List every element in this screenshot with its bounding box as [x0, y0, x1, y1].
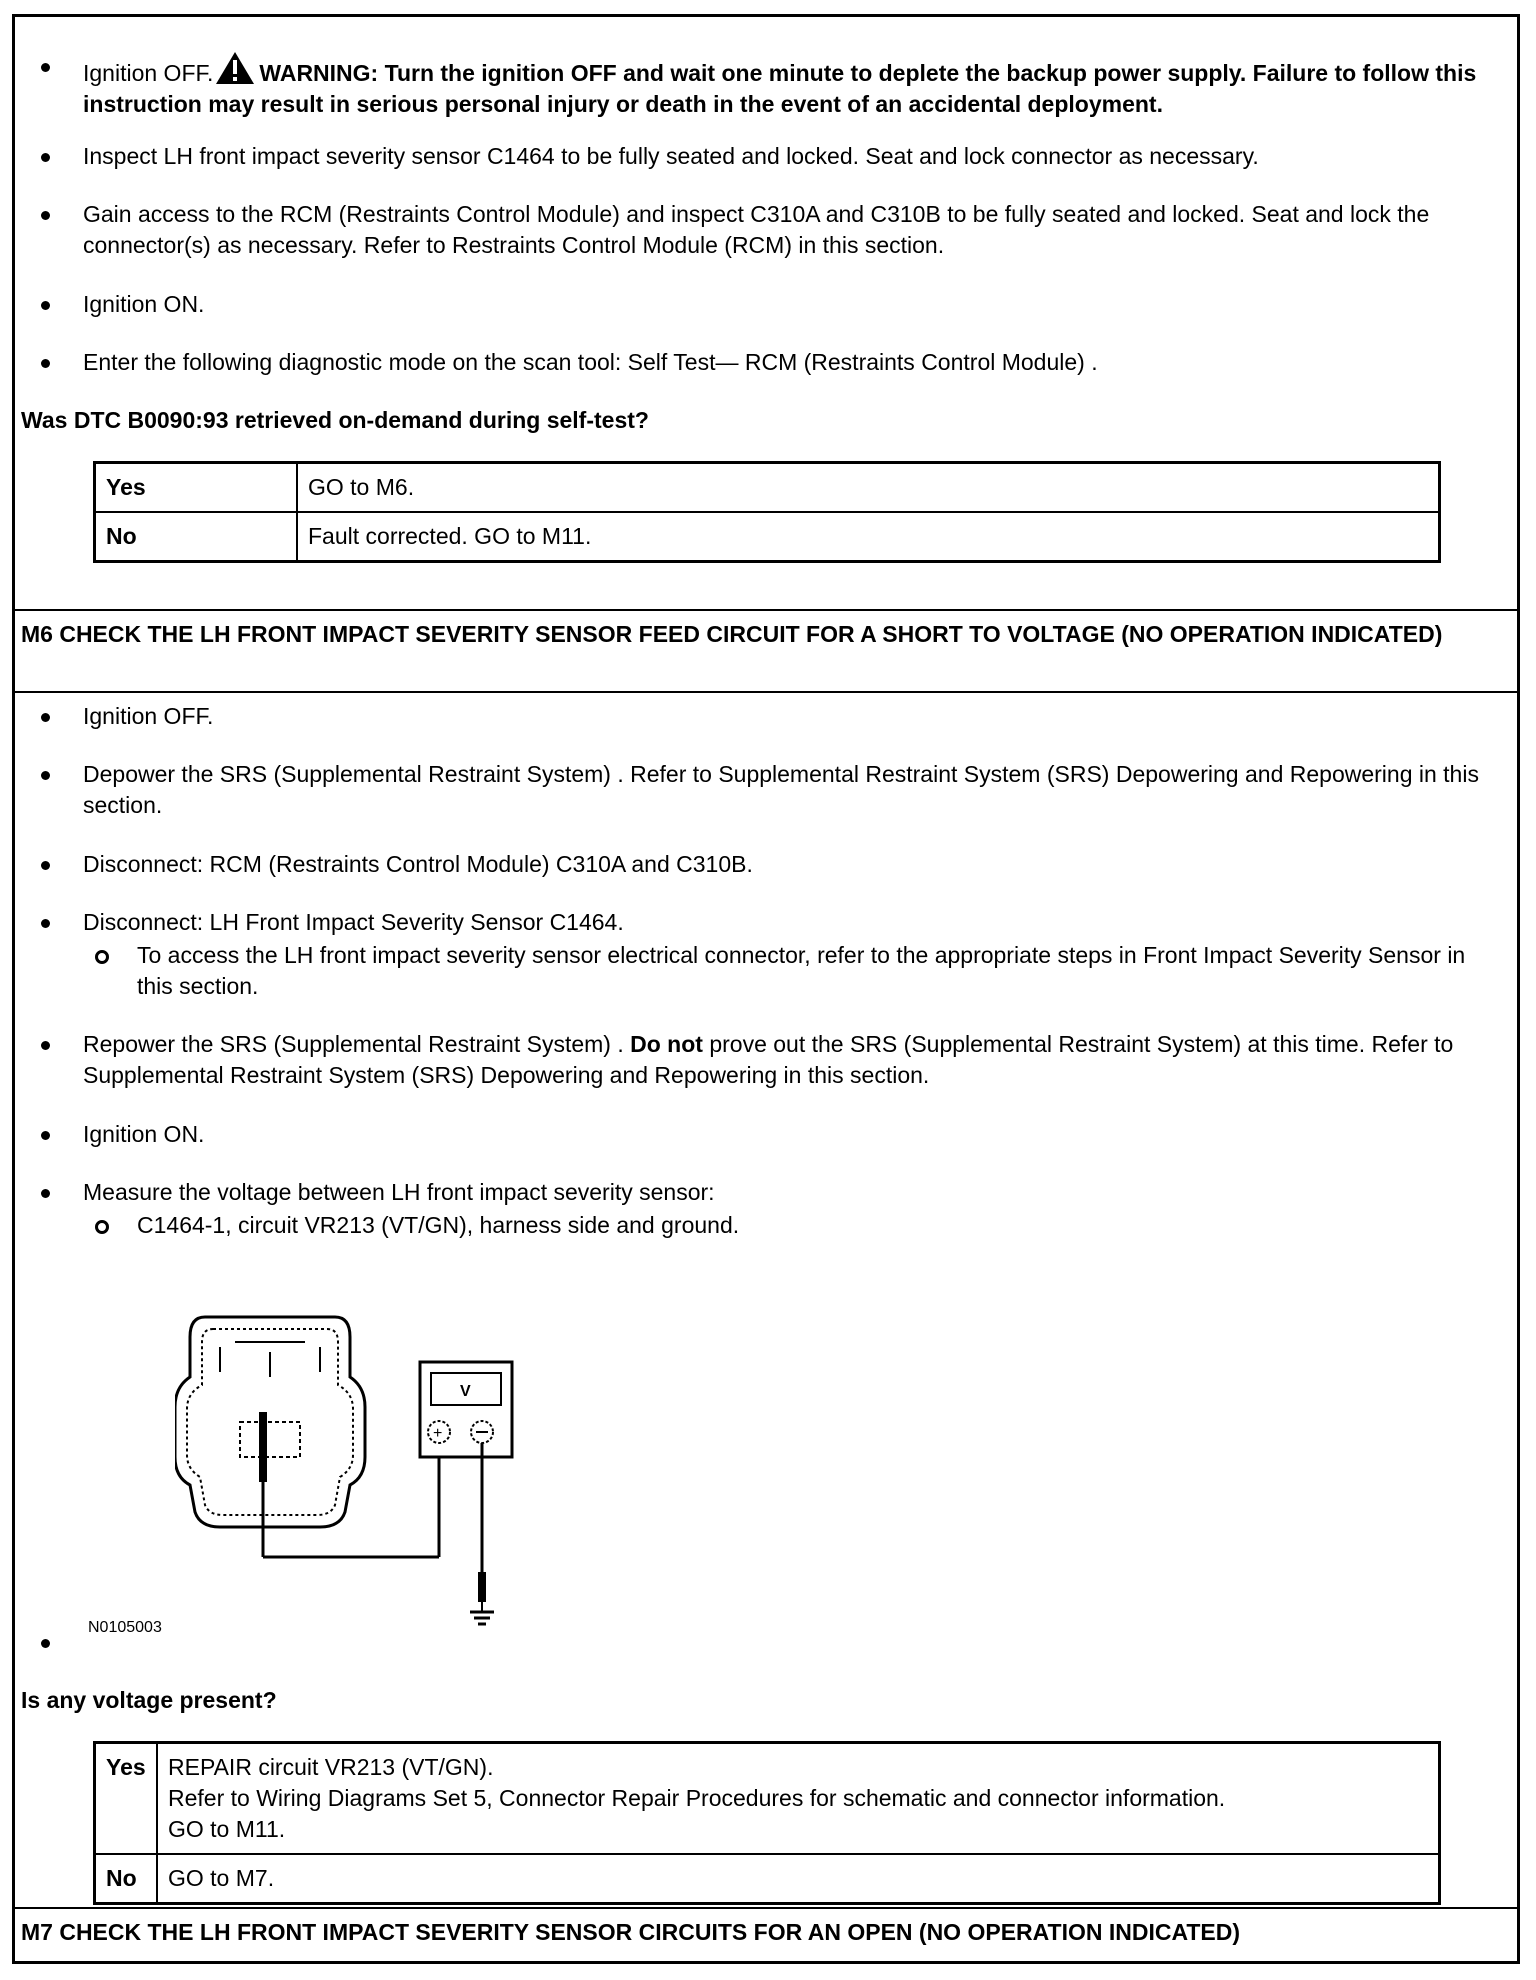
table-row [95, 1743, 1440, 1855]
answer-table-m6 [93, 1741, 1441, 1905]
answer-table-m5 [93, 461, 1441, 563]
bullet-icon [41, 1639, 50, 1648]
section-heading-m7: M7 CHECK THE LH FRONT IMPACT SEVERITY SENSOR CIRCUITS FOR AN OPEN (NO OPERATION INDICATED) [21, 1919, 1241, 1945]
bullet-icon [41, 359, 50, 368]
bullet-icon [41, 919, 50, 928]
substep-text: To access the LH front impact severity sensor electrical connector, refer to the appropriate steps in Front Impact Severity Sensor in this section. [137, 942, 1466, 999]
sub-bullet-icon [95, 950, 109, 964]
answer-text: GO to M6. [297, 463, 1440, 513]
warning-text: WARNING: Turn the ignition OFF and wait one minute to deplete the backup power supply. Failure to follow this instruction may result in serious personal injury or death in the event of an accidental deployment. [83, 60, 1477, 117]
table-row [95, 512, 1440, 562]
voltage-measurement-diagram [175, 1307, 555, 1637]
answer-label: No [95, 512, 298, 562]
warning-triangle-icon [215, 51, 255, 85]
section-divider [15, 1907, 1517, 1909]
step-text: Ignition OFF. [83, 60, 214, 86]
answer-text: REPAIR circuit VR213 (VT/GN). Refer to Wiring Diagrams Set 5, Connector Repair Procedures for schematic and connector information. GO to M11. [157, 1743, 1440, 1855]
bullet-icon [41, 771, 50, 780]
question-dtc-retrieved: Was DTC B0090:93 retrieved on-demand during self-test? [21, 407, 649, 433]
answer-label: Yes [95, 463, 298, 513]
step-text: Ignition ON. [83, 291, 205, 317]
table-row [95, 1854, 1440, 1904]
step-text: Measure the voltage between LH front impact severity sensor: [83, 1179, 715, 1205]
step-text: Disconnect: LH Front Impact Severity Sensor C1464. [83, 909, 624, 935]
svg-text:+: + [433, 1425, 443, 1442]
step-text: Enter the following diagnostic mode on the scan tool: Self Test— RCM (Restraints Control Module) . [83, 349, 1098, 375]
step-text: Ignition ON. [83, 1121, 205, 1147]
test-probe [259, 1412, 267, 1482]
step-text: Inspect LH front impact severity sensor C1464 to be fully seated and locked. Seat and lock connector as necessary. [83, 143, 1259, 169]
bullet-icon [41, 1189, 50, 1198]
step-text: Depower the SRS (Supplemental Restraint System) . Refer to Supplemental Restraint System (SRS) Depowering and Repowering in this section. [83, 761, 1479, 818]
answer-text: Fault corrected. GO to M11. [297, 512, 1440, 562]
bullet-icon [41, 63, 50, 72]
meter-label: V [460, 1383, 471, 1400]
answer-label: Yes [95, 1743, 158, 1855]
step-text: Disconnect: RCM (Restraints Control Module) C310A and C310B. [83, 851, 753, 877]
answer-label: No [95, 1854, 158, 1904]
step-text: Repower the SRS (Supplemental Restraint System) . Do not prove out the SRS (Supplemental Restraint System) at this time. Refer to Supplemental Restraint System (SRS) Depowering and Repowering in this section. [83, 1031, 1454, 1088]
bullet-icon [41, 1131, 50, 1140]
figure-code: N0105003 [88, 1619, 162, 1636]
question-voltage-present: Is any voltage present? [21, 1687, 277, 1713]
step-text: Gain access to the RCM (Restraints Control Module) and inspect C310A and C310B to be fully seated and locked. Seat and lock the connector(s) as necessary. Refer to Restraints Control Module (RCM) in this section. [83, 201, 1430, 258]
answer-text: GO to M7. [157, 1854, 1440, 1904]
bullet-icon [41, 713, 50, 722]
document-page [12, 14, 1520, 1964]
section-heading-m6: M6 CHECK THE LH FRONT IMPACT SEVERITY SENSOR FEED CIRCUIT FOR A SHORT TO VOLTAGE (NO OPERATION INDICATED) [21, 621, 1443, 647]
bullet-icon [41, 1041, 50, 1050]
section-divider [15, 691, 1517, 693]
table-row [95, 463, 1440, 513]
bullet-icon [41, 301, 50, 310]
emphasis-text: Do not [630, 1031, 703, 1057]
step-text: Ignition OFF. [83, 703, 214, 729]
section-divider [15, 609, 1517, 611]
sub-bullet-icon [95, 1220, 109, 1234]
substep-text: C1464-1, circuit VR213 (VT/GN), harness side and ground. [137, 1212, 740, 1238]
bullet-icon [41, 153, 50, 162]
bullet-icon [41, 861, 50, 870]
bullet-icon [41, 211, 50, 220]
